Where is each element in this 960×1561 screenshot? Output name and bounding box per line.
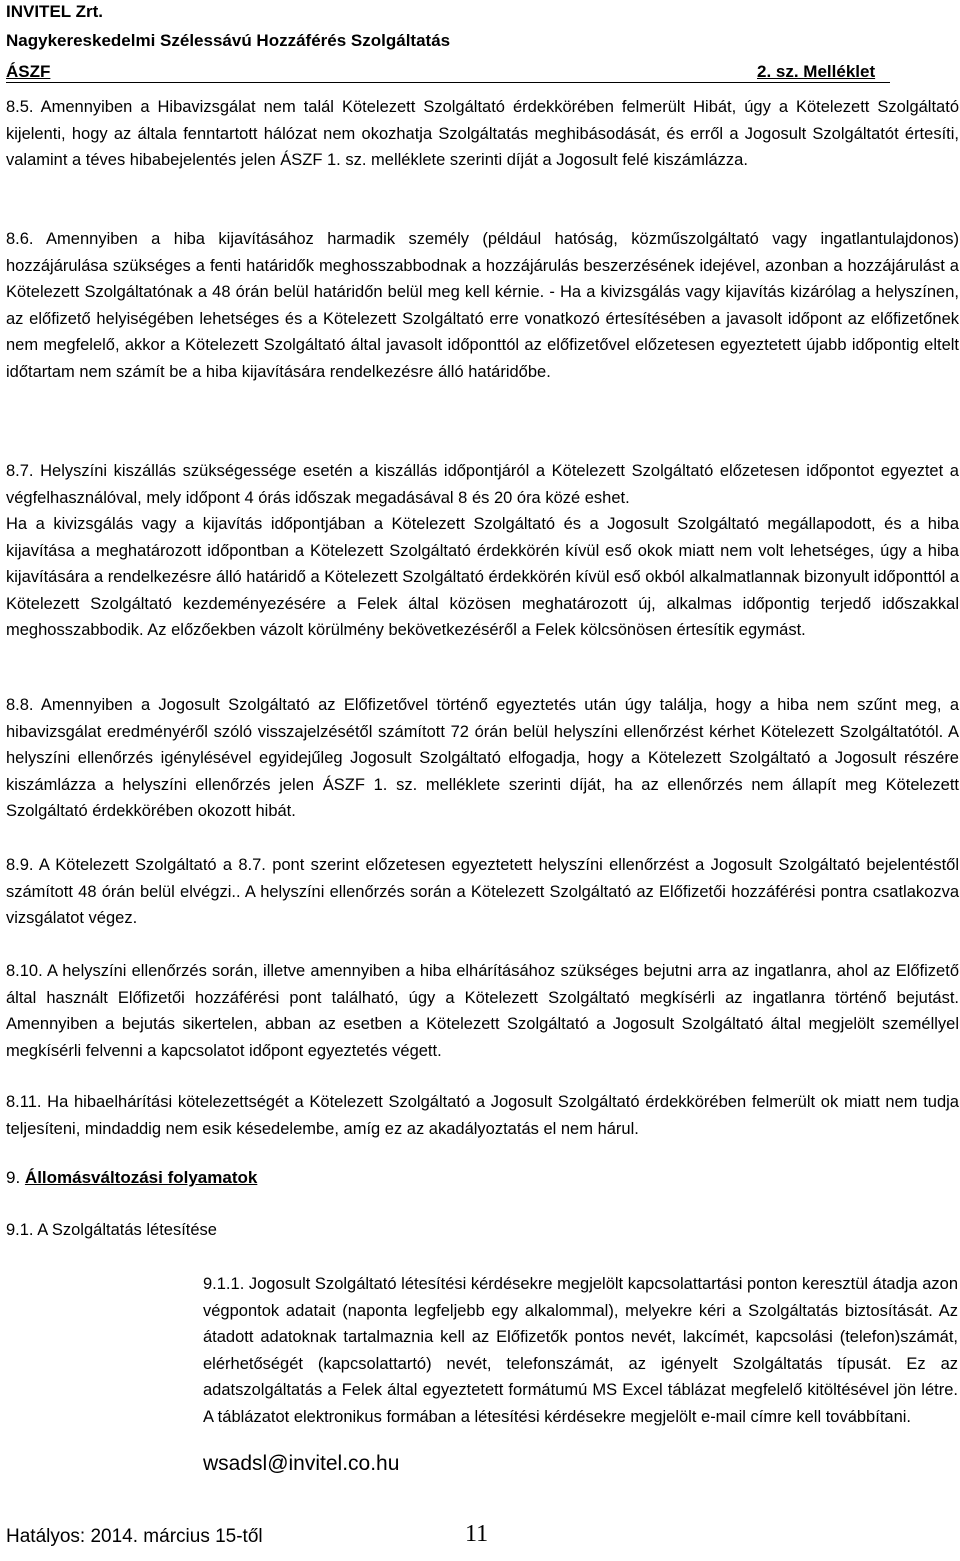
section-9-heading — [6, 1168, 257, 1188]
appendix-label: 2. sz. Melléklet — [757, 62, 876, 81]
header-divider — [6, 82, 890, 83]
paragraph-8-6: 8.6. Amennyiben a hiba kijavításához harmadik személy (például hatóság, közműszolgáltató vagy ingatlantulajdonos) hozzájárulása szükséges a fenti határidők meghosszabbodnak a hozzájárulás beszerzésének idejével, azonban a hozzájárulást a Kötelezett Szolgáltatónak a 48 órán belül határidőn belül meg kell kérnie. - Ha a kivizsgálás vagy kijavítás kizárólag a helyszínen, az előfizető helyiségében lehetséges és a Kötelezett Szolgáltató erre vonatkozó értesítésében a javasolt időpont az előfizetőnek nem megfelelő, akkor a Kötelezett Szolgáltató által javasolt időponttól az előfizetővel előzetesen egyeztetett újabb időpontig eltelt időtartam nem számít be a hiba kijavítására rendelkezésre álló határidőbe. — [6, 230, 959, 381]
paragraph-8-10: 8.10. A helyszíni ellenőrzés során, illetve amennyiben a hiba elhárításához szükséges bejutni arra az ingatlanra, ahol az Előfizető által használt Előfizetői hozzáférési pont található, úgy a Kötelezett Szolgáltató megkísérli az ingatlanra történő bejutást. Amennyiben a bejutás sikertelen, abban az esetben a Kötelezett Szolgáltató a Jogosult Szolgáltató által megjelölt személlyel megkísérli felvenni a kapcsolatot időpont egyeztetés végett. — [6, 962, 959, 1060]
paragraph-8-7a: 8.7. Helyszíni kiszállás szükségessége esetén a kiszállás időpontjáról a Kötelezett Szolgáltató előzetesen időpontot egyeztet a végfelhasználóval, mely időpont 4 órás időszak megadásával 8 és 20 óra közé eshet. — [6, 462, 959, 507]
paragraph-8-9: 8.9. A Kötelezett Szolgáltató a 8.7. pont szerint előzetesen egyeztetett helyszíni ellenőrzést a Jogosult Szolgáltató bejelentéstől számított 48 órán belül elvégzi.. A helyszíni ellenőrzés során a Kötelezett Szolgáltató az Előfizetői hozzáférési pontra csatlakozva vizsgálatot végez. — [6, 856, 959, 927]
paragraph-9-1-1: 9.1.1. Jogosult Szolgáltató létesítési kérdésekre megjelölt kapcsolattartási ponton keresztül átadja azon végpontok adatait (naponta legfeljebb egy alkalommal), melyekre kéri a Szolgáltatás biztosítását. Az átadott adatoknak tartalmaznia kell az Előfizetők pontos nevét, lakcímét, kapcsolási (telefon)számát, elérhetőségét (kapcsolattartó) nevét, telefonszámát, az igényelt Szolgáltatás típusát. Ez az adatszolgáltatás a Felek által egyeztetett formátumú MS Excel táblázat megfelelő kitöltésével jön létre. A táblázatot elektronikus formában a létesítési kérdésekre megjelölt e-mail címre kell továbbítani. — [203, 1275, 958, 1426]
paragraph-8-11: 8.11. Ha hibaelhárítási kötelezettségét a Kötelezett Szolgáltató a Jogosult Szolgáltató érdekkörében felmerült ok miatt nem tudja teljesíteni, mindaddig nem esik késedelembe, amíg ez az akadályoztatás el nem hárul. — [6, 1093, 959, 1138]
page-number: 11 — [465, 1521, 489, 1547]
paragraph-8-8: 8.8. Amennyiben a Jogosult Szolgáltató az Előfizetővel történő egyeztetés után úgy találja, hogy a hiba nem szűnt meg, a hibavizsgálat eredményéről szóló visszajelzésétől számított 72 órán belül helyszíni ellenőrzést kérhet Kötelezett Szolgáltatótól. A helyszíni ellenőrzés igénylésével egyidejűleg Jogosult Szolgáltató elfogadja, hogy a Kötelezett Szolgáltató a Jogosult részére kiszámlázza a helyszíni ellenőrzés jelen ÁSZF 1. sz. melléklete szerinti díját, ha az ellenőrzés nem állapít meg Kötelezett Szolgáltató érdekkörében okozott hibát. — [6, 696, 959, 820]
section-9-1-heading: 9.1. A Szolgáltatás létesítése — [6, 1221, 217, 1239]
service-name: Nagykereskedelmi Szélessávú Hozzáférés Szolgáltatás — [6, 31, 451, 50]
document-code: ÁSZF — [6, 62, 51, 81]
paragraph-8-7b: Ha a kivizsgálás vagy a kijavítás időpontjában a Kötelezett Szolgáltató és a Jogosult Szolgáltató megállapodott, és a hiba kijavítása a meghatározott időpontban a Kötelezett Szolgáltató érdekkörén kívül eső okok miatt nem volt lehetséges, úgy a hiba kijavítására a rendelkezésre álló határidő a Kötelezett Szolgáltató érdekkörén kívül eső okból alkalmatlannak bizonyult időponttól a Kötelezett Szolgáltató kezdeményezésére a Felek által közösen meghatározott új, alkalmas időpontig terjedő időszakkal meghosszabbodik. Az előzőekben vázolt körülmény bekövetkezéséről a Felek kölcsönösen értesítik egymást. — [6, 515, 959, 639]
company-name: INVITEL Zrt. — [6, 2, 103, 21]
section-9-title: Állomásváltozási folyamatok — [24, 1168, 258, 1187]
effective-date: Hatályos: 2014. március 15-től — [6, 1526, 263, 1547]
paragraph-8-5: 8.5. Amennyiben a Hibavizsgálat nem talál Kötelezett Szolgáltató érdekkörében felmerült Hibát, úgy a Kötelezett Szolgáltató kijelenti, hogy az általa fenntartott hálózat nem okozhatja Szolgáltatás meghibásodását, és erről a Jogosult Szolgáltatót értesíti, valamint a téves hibabejelentés jelen ÁSZF 1. sz. melléklete szerinti díját a Jogosult felé kiszámlázza. — [6, 98, 959, 169]
contact-email: wsadsl@invitel.co.hu — [203, 1452, 400, 1475]
section-9-number: 9. — [6, 1168, 21, 1187]
